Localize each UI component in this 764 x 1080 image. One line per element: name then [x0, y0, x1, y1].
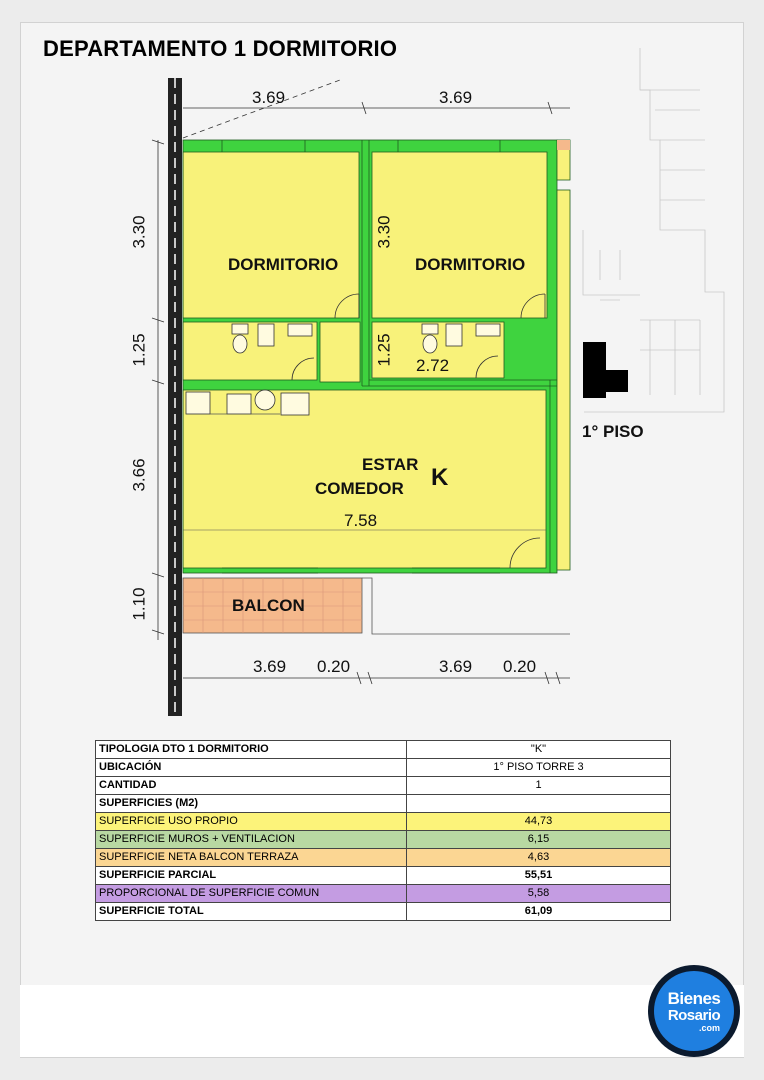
table-cell-value: "K"	[407, 741, 671, 759]
table-row	[96, 813, 671, 831]
table-cell-value: 1	[407, 777, 671, 795]
table-cell-value: 1° PISO TORRE 3	[407, 759, 671, 777]
dim-top-right: 3.69	[439, 88, 473, 107]
table-cell-label: SUPERFICIE MUROS + VENTILACION	[96, 831, 407, 849]
dim-bottom-3: 3.69	[439, 657, 473, 676]
bienes-rosario-logo[interactable]	[648, 965, 740, 1057]
table-cell-label: SUPERFICIES (M2)	[96, 795, 407, 813]
table-row	[96, 777, 671, 795]
table-cell-value: 5,58	[407, 885, 671, 903]
room-label-dormitorio-1: DORMITORIO	[228, 255, 339, 274]
unit-label: K	[431, 464, 449, 491]
logo-badge	[654, 971, 734, 1051]
surfaces-table	[95, 740, 671, 921]
table-cell-value	[407, 795, 671, 813]
neighbour-unit	[557, 140, 570, 570]
facade-wall	[168, 78, 182, 716]
table-row	[96, 759, 671, 777]
dim-top-left: 3.69	[252, 88, 286, 107]
table-row	[96, 741, 671, 759]
table-cell-label: SUPERFICIE USO PROPIO	[96, 813, 407, 831]
table-cell-value: 44,73	[407, 813, 671, 831]
table-row	[96, 849, 671, 867]
room-label-balcon: BALCON	[232, 596, 305, 615]
table-row	[96, 885, 671, 903]
table-cell-label: SUPERFICIE PARCIAL	[96, 867, 407, 885]
table-cell-label: PROPORCIONAL DE SUPERFICIE COMUN	[96, 885, 407, 903]
table-cell-label: SUPERFICIE NETA BALCON TERRAZA	[96, 849, 407, 867]
table-cell-label: TIPOLOGIA DTO 1 DORMITORIO	[96, 741, 407, 759]
page-title: DEPARTAMENTO 1 DORMITORIO	[43, 36, 398, 61]
room-label-estar: ESTAR	[362, 455, 419, 474]
table-row	[96, 795, 671, 813]
table-cell-label: SUPERFICIE TOTAL	[96, 903, 407, 921]
table-cell-value: 6,15	[407, 831, 671, 849]
dim-dormitorio2-height: 3.30	[374, 215, 394, 249]
logo-line-1: Bienes	[667, 988, 721, 1008]
room-label-comedor: COMEDOR	[315, 479, 404, 498]
table-cell-value: 55,51	[407, 867, 671, 885]
table-cell-value: 4,63	[407, 849, 671, 867]
table-cell-value: 61,09	[407, 903, 671, 921]
dim-left-1: 3.30	[129, 215, 149, 249]
dim-left-2: 1.25	[129, 333, 149, 367]
table-cell-label: UBICACIÓN	[96, 759, 407, 777]
room-label-dormitorio-2: DORMITORIO	[415, 255, 526, 274]
dim-left-3: 3.66	[129, 458, 149, 492]
table-row	[96, 903, 671, 921]
floor-label: 1° PISO	[582, 422, 644, 441]
dim-bath2-width: 2.72	[416, 356, 450, 375]
dim-bath2-height: 1.25	[374, 333, 394, 367]
location-highlight	[583, 342, 628, 398]
logo-line-2: Rosario	[667, 1006, 721, 1024]
dim-bottom-1: 3.69	[253, 657, 287, 676]
dim-bottom-4: 0.20	[503, 657, 537, 676]
table-cell-label: CANTIDAD	[96, 777, 407, 795]
table-row	[96, 831, 671, 849]
dim-left-4: 1.10	[129, 587, 149, 621]
logo-line-3: .com	[698, 1022, 720, 1033]
table-row	[96, 867, 671, 885]
dim-living-width: 7.58	[344, 511, 378, 530]
dim-bottom-2: 0.20	[317, 657, 351, 676]
